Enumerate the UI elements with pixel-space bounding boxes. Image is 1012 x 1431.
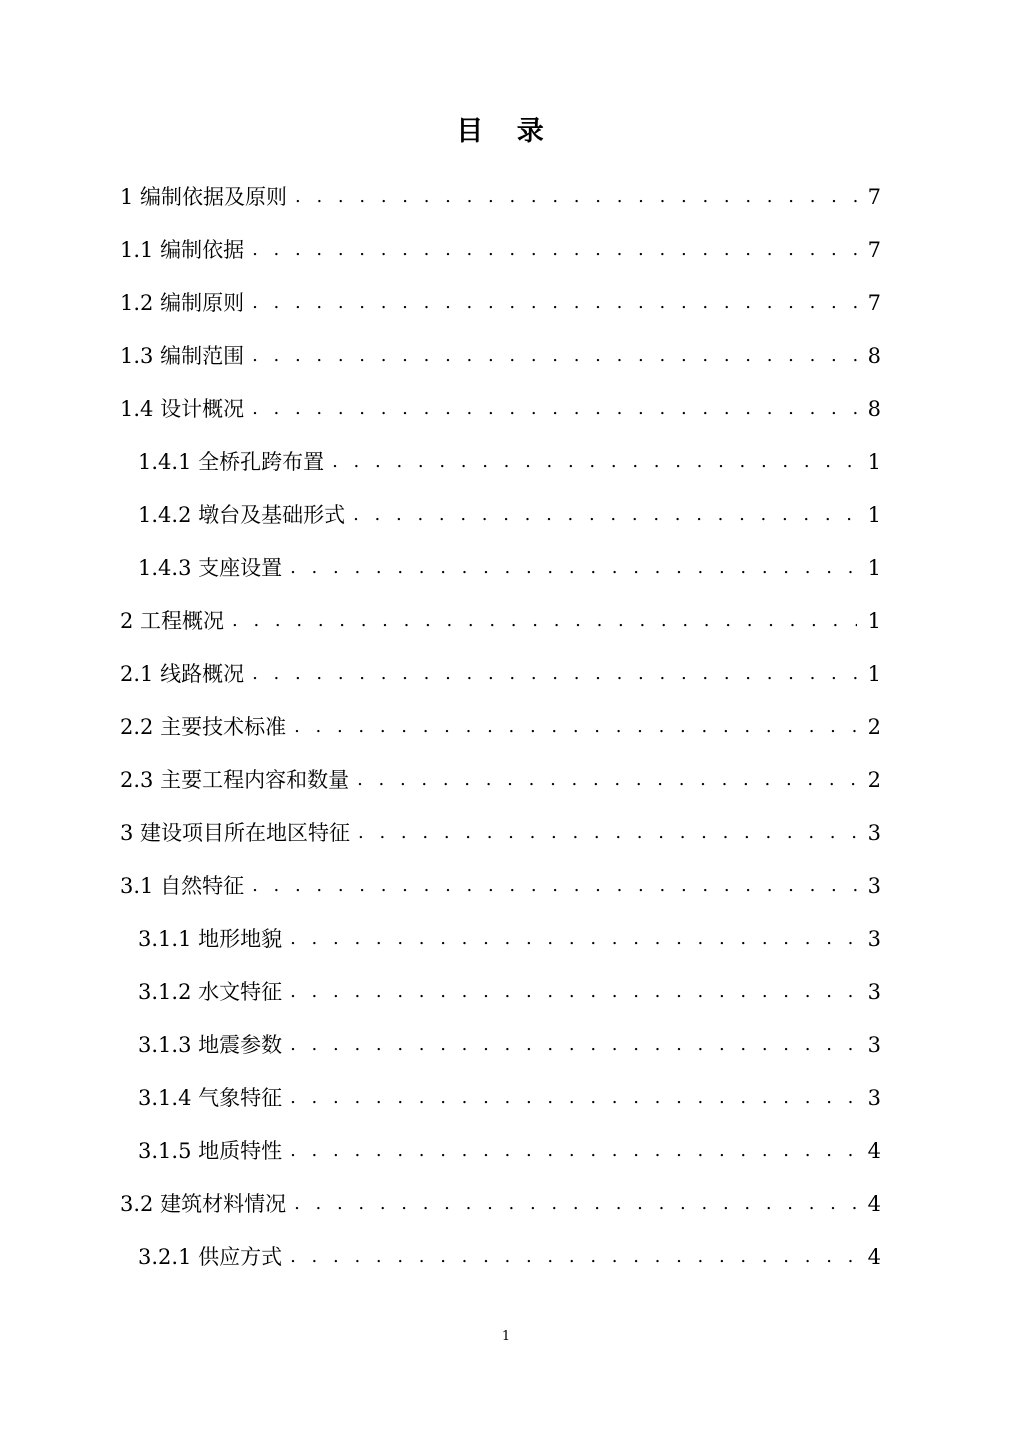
toc-entry-title: 2 工程概况 bbox=[120, 608, 225, 633]
toc-entry-title: 2.2 主要技术标准 bbox=[120, 714, 287, 739]
toc-entry-title: 3.1.2 水文特征 bbox=[138, 979, 283, 1004]
toc-entry-title: 3.1.3 地震参数 bbox=[138, 1032, 283, 1057]
toc-entry-page: 3 bbox=[867, 1032, 881, 1057]
toc-entry[interactable] bbox=[138, 1124, 881, 1177]
toc-entry[interactable] bbox=[138, 965, 881, 1018]
toc-entry-title: 2.1 线路概况 bbox=[120, 661, 245, 686]
toc-entry-title: 3.2.1 供应方式 bbox=[138, 1244, 283, 1269]
toc-entry[interactable] bbox=[138, 1018, 881, 1071]
toc-entry[interactable] bbox=[138, 912, 881, 965]
toc-entry-title: 3.1.4 气象特征 bbox=[138, 1085, 283, 1110]
toc-entry[interactable] bbox=[120, 859, 881, 912]
toc-entry-title: 1 编制依据及原则 bbox=[120, 184, 288, 209]
toc-entry-page: 8 bbox=[867, 343, 881, 368]
toc-entry[interactable] bbox=[120, 329, 881, 382]
toc-entry[interactable] bbox=[120, 170, 881, 223]
toc-entry-page: 3 bbox=[867, 873, 881, 898]
toc-entry-title: 1.4.2 墩台及基础形式 bbox=[138, 502, 346, 527]
toc-entry[interactable] bbox=[138, 1071, 881, 1124]
toc-dot-leader bbox=[353, 502, 857, 528]
toc-entry[interactable] bbox=[138, 488, 881, 541]
toc-entry[interactable] bbox=[120, 276, 881, 329]
toc-entry-title: 1.2 编制原则 bbox=[120, 290, 245, 315]
toc-entry-title: 1.4.1 全桥孔跨布置 bbox=[138, 449, 325, 474]
toc-entry-title: 3.2 建筑材料情况 bbox=[120, 1191, 287, 1216]
toc-dot-leader bbox=[358, 820, 857, 846]
toc-entry[interactable] bbox=[120, 700, 881, 753]
toc-entry-title: 3 建设项目所在地区特征 bbox=[120, 820, 351, 845]
toc-entry-page: 7 bbox=[867, 184, 881, 209]
toc-entry-page: 1 bbox=[867, 661, 881, 686]
toc-entry-title: 1.4 设计概况 bbox=[120, 396, 245, 421]
toc-entry-page: 4 bbox=[867, 1244, 881, 1269]
toc-entry-page: 1 bbox=[867, 608, 881, 633]
toc-dot-leader bbox=[357, 767, 857, 793]
toc-dot-leader bbox=[290, 555, 857, 581]
toc-dot-leader bbox=[290, 1138, 857, 1164]
toc-entry-title: 1.3 编制范围 bbox=[120, 343, 245, 368]
toc-entry[interactable] bbox=[120, 594, 881, 647]
toc-entry-page: 2 bbox=[867, 767, 881, 792]
toc-dot-leader bbox=[252, 396, 857, 422]
toc-dot-leader bbox=[252, 661, 857, 687]
page-number: 1 bbox=[501, 1329, 511, 1344]
toc-entry[interactable] bbox=[138, 1230, 881, 1283]
toc-entry-title: 3.1.1 地形地貌 bbox=[138, 926, 283, 951]
toc-entry-page: 3 bbox=[867, 1085, 881, 1110]
toc-entry[interactable] bbox=[120, 1177, 881, 1230]
toc-entry-page: 1 bbox=[867, 502, 881, 527]
toc-dot-leader bbox=[290, 1085, 857, 1111]
toc-entry-title: 1.1 编制依据 bbox=[120, 237, 245, 262]
toc-entry[interactable] bbox=[120, 382, 881, 435]
toc-dot-leader bbox=[252, 237, 857, 263]
toc-dot-leader bbox=[290, 926, 857, 952]
toc-entry-title: 3.1 自然特征 bbox=[120, 873, 245, 898]
toc-dot-leader bbox=[252, 873, 857, 899]
toc-entry[interactable] bbox=[120, 806, 881, 859]
toc-entry-page: 3 bbox=[867, 820, 881, 845]
toc-entry-title: 3.1.5 地质特性 bbox=[138, 1138, 283, 1163]
toc-entry-page: 1 bbox=[867, 449, 881, 474]
toc-entry-page: 3 bbox=[867, 979, 881, 1004]
toc-entry[interactable] bbox=[120, 647, 881, 700]
toc-entry-page: 4 bbox=[867, 1138, 881, 1163]
toc-entry-page: 4 bbox=[867, 1191, 881, 1216]
toc-entry-page: 1 bbox=[867, 555, 881, 580]
toc-dot-leader bbox=[232, 608, 857, 634]
toc-dot-leader bbox=[290, 979, 857, 1005]
toc-entry-title: 2.3 主要工程内容和数量 bbox=[120, 767, 350, 792]
toc-entry[interactable] bbox=[138, 435, 881, 488]
toc-dot-leader bbox=[290, 1032, 857, 1058]
toc-dot-leader bbox=[252, 290, 857, 316]
page-title: 目 录 bbox=[456, 116, 556, 147]
toc-entry-page: 7 bbox=[867, 290, 881, 315]
toc-dot-leader bbox=[294, 1191, 857, 1217]
toc-entry-page: 2 bbox=[867, 714, 881, 739]
toc-dot-leader bbox=[290, 1244, 857, 1270]
toc-entry[interactable] bbox=[120, 753, 881, 806]
toc-entry-page: 8 bbox=[867, 396, 881, 421]
toc-entry[interactable] bbox=[138, 541, 881, 594]
toc-dot-leader bbox=[332, 449, 857, 475]
toc-entry[interactable] bbox=[120, 223, 881, 276]
toc-entry-page: 7 bbox=[867, 237, 881, 262]
toc-dot-leader bbox=[295, 184, 857, 210]
toc-entry-title: 1.4.3 支座设置 bbox=[138, 555, 283, 580]
toc-entry-page: 3 bbox=[867, 926, 881, 951]
toc-dot-leader bbox=[252, 343, 857, 369]
toc-dot-leader bbox=[294, 714, 857, 740]
